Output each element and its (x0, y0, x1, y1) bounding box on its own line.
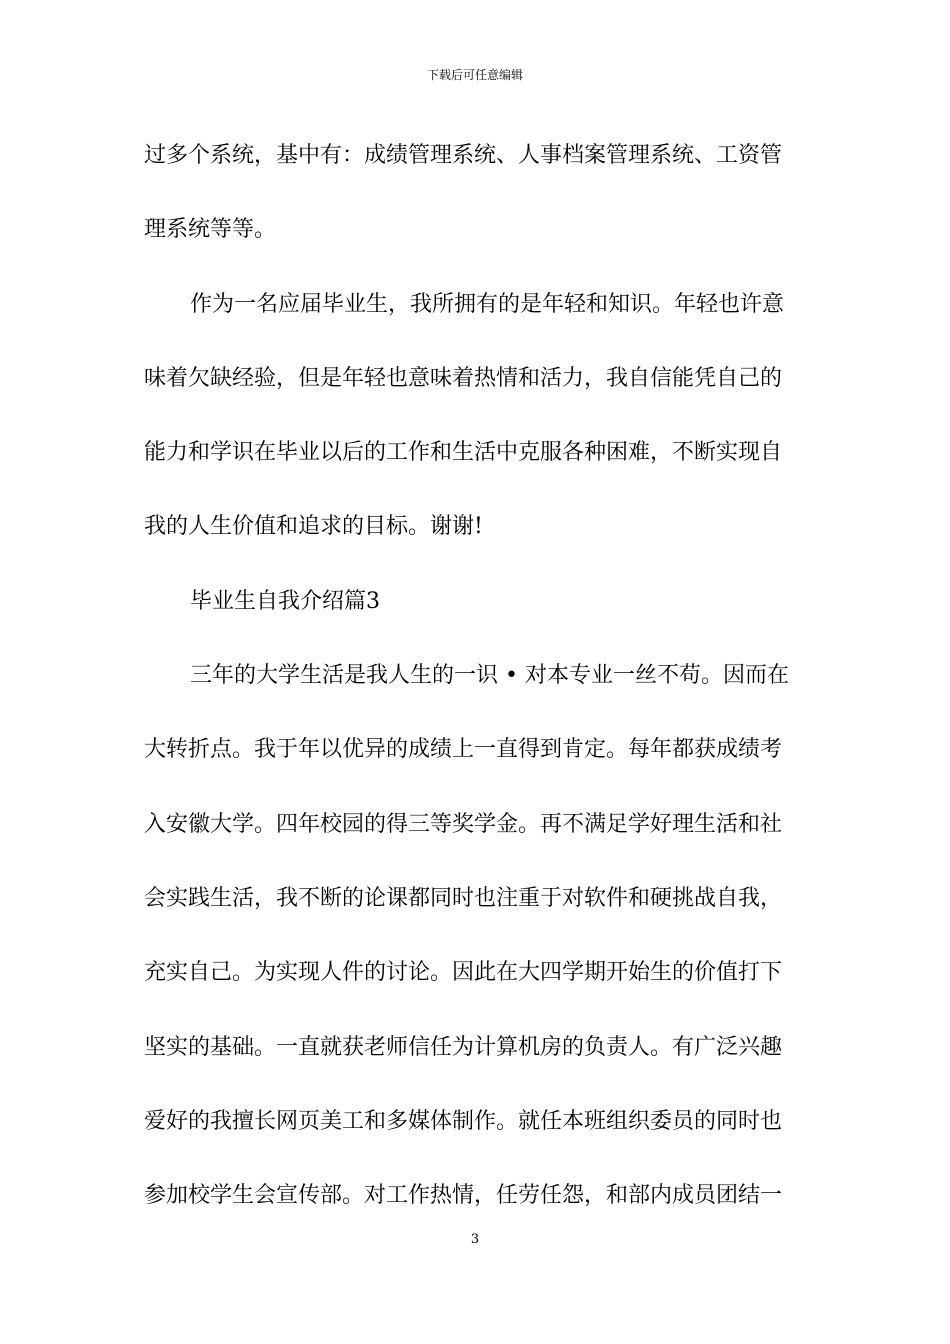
text-line: 参加校学生会宣传部。对工作热情，任劳任怨，和部内成员团结一 (144, 1183, 783, 1209)
paragraph-start-line: 作为一名应届毕业生，我所拥有的是年轻和知识。年轻也许意 (190, 291, 785, 317)
text-line: 味着欠缺经验，但是年轻也意味着热情和活力，我自信能凭自己的 (144, 365, 783, 391)
text-line: 爱好的我擅长网页美工和多媒体制作。就任本班组织委员的同时也 (144, 1108, 783, 1134)
paragraph-start-line: 三年的大学生活是我人生的一识 • 对本专业一丝不苟。因而在 (190, 663, 789, 689)
text-line: 会实践生活，我不断的论课都同时也注重于对软件和硬挑战自我， (144, 885, 783, 911)
page-number: 3 (470, 1232, 480, 1247)
text-line: 能力和学识在毕业以后的工作和生活中克服各种困难，不断实现自 (144, 440, 783, 466)
section-heading: 毕业生自我介绍篇3 (190, 588, 380, 614)
document-body (144, 119, 808, 1233)
text-line: 充实自己。为实现人件的讨论。因此在大四学期开始生的价值打下 (144, 960, 783, 986)
text-line: 我的人生价值和追求的目标。谢谢! (144, 514, 483, 540)
text-line: 理系统等等。 (144, 217, 277, 243)
page-header: 下载后可任意编辑 (426, 68, 523, 82)
text-line: 大转折点。我于年以优异的成绩上一直得到肯定。每年都获成绩考 (144, 737, 783, 763)
text-line: 坚实的基础。一直就获老师信任为计算机房的负责人。有广泛兴趣 (144, 1034, 783, 1060)
text-line: 过多个系统，基中有：成绩管理系统、人事档案管理系统、工资管 (144, 143, 783, 168)
text-line: 入安徽大学。四年校园的得三等奖学金。再不满足学好理生活和社 (144, 811, 783, 837)
